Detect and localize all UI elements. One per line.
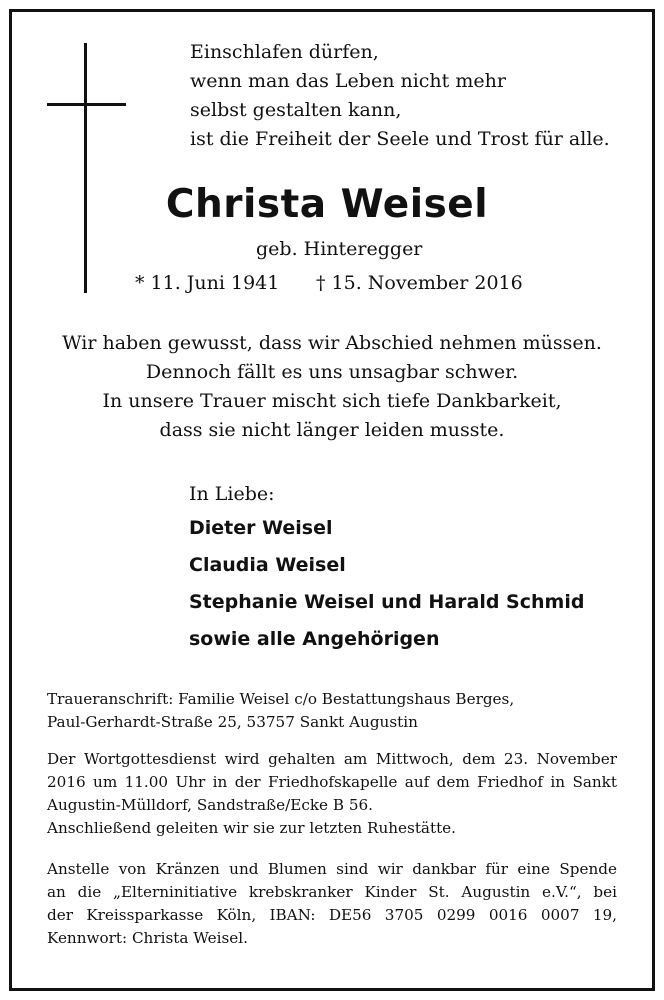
donation-line: Kennwort: Christa Weisel. [47, 929, 248, 947]
donation-line: der Kreissparkasse Köln, IBAN: DE56 3705 0299 0016 0007 19, [47, 906, 617, 924]
mourners-list [189, 519, 584, 667]
service-line: 2016 um 11.00 Uhr in der Friedhofskapelle auf dem Friedhof in Sankt [47, 773, 617, 791]
poem-line: selbst gestalten kann, [190, 99, 402, 121]
verse-line: dass sie nicht länger leiden musste. [159, 419, 505, 441]
mourner-name: Dieter Weisel [189, 517, 333, 539]
mourner-name: Claudia Weisel [189, 554, 346, 576]
donation-line: Anstelle von Kränzen und Blumen sind wir dankbar für eine Spende [47, 860, 617, 878]
mourners-intro: In Liebe: [189, 483, 275, 505]
death-date: † 15. November 2016 [316, 272, 523, 294]
service-line: Der Wortgottesdienst wird gehalten am Mittwoch, dem 23. November [47, 750, 617, 768]
obituary-frame [9, 9, 655, 991]
poem-line: wenn man das Leben nicht mehr [190, 70, 506, 92]
poem [190, 38, 610, 154]
mourning-address [47, 688, 617, 734]
poem-line: ist die Freiheit der Seele und Trost für alle. [190, 128, 610, 150]
poem-line: Einschlafen dürfen, [190, 41, 379, 63]
donation-line: an die „Elterninitiative krebskranker Kinder St. Augustin e.V.“, bei [47, 883, 617, 901]
verse-line: Dennoch fällt es uns unsagbar schwer. [145, 361, 519, 383]
service-details [47, 748, 617, 840]
mourning-verse [0, 329, 664, 445]
address-line: Paul-Gerhardt-Straße 25, 53757 Sankt Augustin [47, 713, 418, 731]
mourner-name: Stephanie Weisel und Harald Schmid [189, 591, 585, 613]
cross-vertical-bar [84, 43, 87, 293]
cross-horizontal-bar [47, 103, 126, 106]
birth-date: * 11. Juni 1941 [135, 272, 280, 294]
address-line: Traueranschrift: Familie Weisel c/o Bestattungshaus Berges, [47, 690, 515, 708]
verse-line: Wir haben gewusst, dass wir Abschied nehmen müssen. [62, 332, 602, 354]
birth-name: geb. Hinteregger [256, 238, 423, 260]
service-line: Augustin-Mülldorf, Sandstraße/Ecke B 56. [47, 796, 374, 814]
verse-line: In unsere Trauer mischt sich tiefe Dankbarkeit, [102, 390, 562, 412]
deceased-name: Christa Weisel [165, 182, 489, 227]
donation-request [47, 858, 617, 950]
mourner-name: sowie alle Angehörigen [189, 628, 440, 650]
service-line: Anschließend geleiten wir sie zur letzten Ruhestätte. [47, 819, 457, 837]
